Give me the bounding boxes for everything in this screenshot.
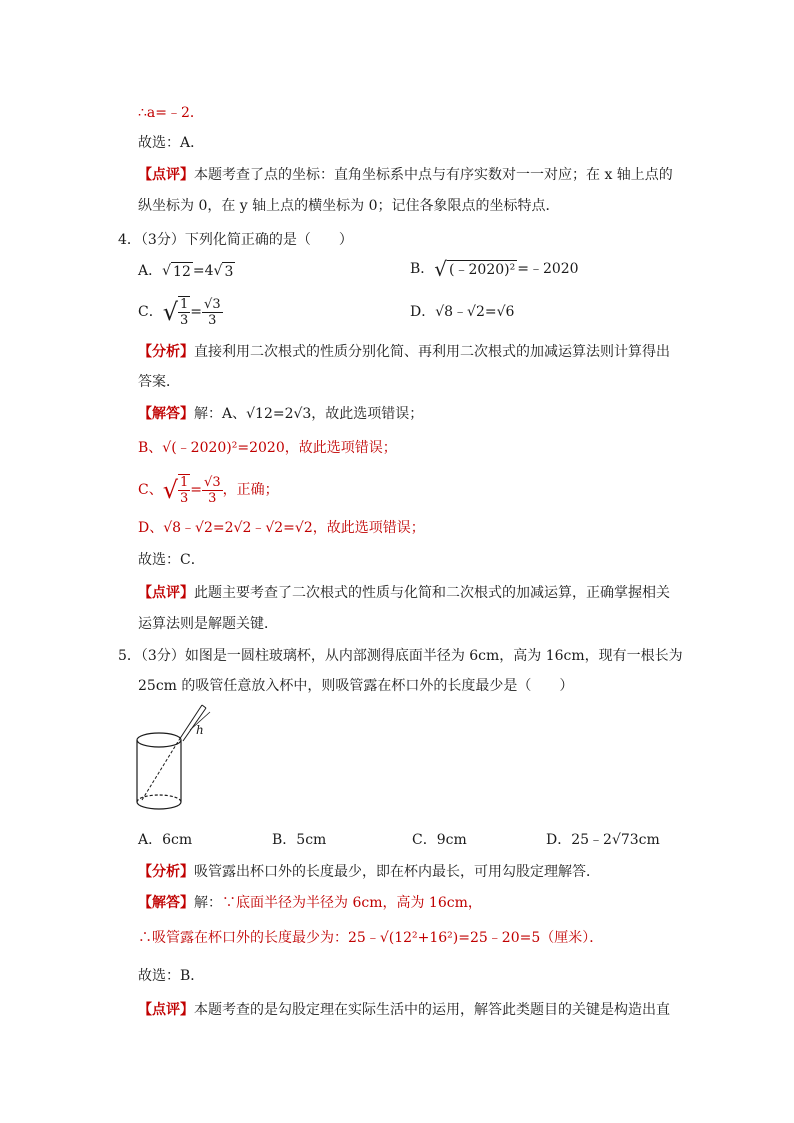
result-line: ∴a=﹣2． (138, 105, 204, 121)
q4-analysis-line2: 答案． (138, 374, 180, 390)
q4-answer-b: B、√(﹣2020)²=2020，故此选项错误； (138, 440, 397, 456)
q4-stem: 4．（3分）下列化简正确的是（ ） (118, 232, 353, 248)
answer-tag: 【解答】 (138, 406, 194, 422)
answer-text: 解：A、√12=2√3，故此选项错误； (194, 406, 424, 422)
radical: √ $\frac{1}{3}$ (162, 297, 189, 328)
q3-comment-line1 (138, 165, 673, 185)
cylinder-figure (130, 700, 220, 820)
answer-text: ∵底面半径为半径为 6cm，高为 16cm， (222, 895, 482, 911)
q5-option-b: B．5cm (272, 832, 327, 848)
option-text: =﹣2020 (517, 261, 579, 277)
comment-text: 本题考查的是勾股定理在实际生活中的运用，解答此类题目的关键是构造出直 (194, 1002, 670, 1018)
q3-choice: 故选：A． (138, 135, 205, 151)
q5-stem-line1: 5．（3分）如图是一圆柱玻璃杯，从内部测得底面半径为 6cm，高为 16cm，现有一根长为 (118, 648, 683, 664)
q4-answer-c: C、√ $\frac{1}{3}$ = $\frac{√3}{3}$ ，正确； (138, 474, 279, 506)
option-label: B． (410, 261, 435, 277)
q4-analysis-line1 (138, 342, 670, 362)
q5-answer-a (138, 893, 482, 913)
q5-comment-line1 (138, 1000, 670, 1020)
q4-answer-d: D、√8﹣√2=2√2﹣√2=√2，故此选项错误； (138, 520, 425, 536)
q4-comment-line1 (138, 583, 670, 603)
comment-text: 本题考查了点的坐标：直角坐标系中点与有序实数对一一对应；在 x 轴上点的 (194, 167, 673, 183)
comment-tag: 【点评】 (138, 585, 194, 601)
radical: √ 12 (162, 263, 191, 280)
q5-answer-b: ∴吸管露在杯口外的长度最少为：25﹣√(12²+16²)=25﹣20=5（厘米）． (138, 930, 604, 946)
option-label: A． (138, 263, 163, 279)
q4-option-b (410, 259, 579, 279)
comment-tag: 【点评】 (138, 167, 194, 183)
analysis-text: 吸管露出杯口外的长度最少，即在杯内最长，可用勾股定理解答． (194, 864, 600, 880)
q5-choice: 故选：B． (138, 968, 205, 984)
q4-option-d (410, 302, 514, 322)
q4-choice: 故选：C． (138, 552, 205, 568)
straw-inside (142, 740, 179, 800)
figure-label-h: h (196, 723, 204, 737)
option-label: D． (410, 304, 436, 320)
q4-option-a (138, 261, 235, 281)
analysis-tag: 【分析】 (138, 344, 194, 360)
q5-analysis (138, 862, 600, 882)
q5-option-d: D．25﹣2√73cm (546, 832, 660, 848)
q5-option-c: C．9cm (412, 832, 467, 848)
radical: √ (﹣2020)² (434, 257, 516, 281)
option-text: =4 (192, 263, 214, 279)
q5-stem-line2: 25cm 的吸管任意放入杯中，则吸管露在杯口外的长度最少是（ ） (138, 678, 574, 694)
q4-comment-line2: 运算法则是解题关键． (138, 616, 278, 632)
analysis-tag: 【分析】 (138, 864, 194, 880)
answer-tag: 【解答】 (138, 895, 194, 911)
option-text: √8﹣√2=√6 (435, 304, 515, 320)
option-label: C． (138, 304, 163, 320)
answer-text: ，正确； (222, 482, 279, 498)
analysis-text: 直接利用二次根式的性质分别化简、再利用二次根式的加减运算法则计算得出 (194, 344, 670, 360)
q4-answer-a (138, 404, 423, 424)
equals: = (190, 304, 203, 320)
comment-text: 此题主要考查了二次根式的性质与化简和二次根式的加减运算，正确掌握相关 (194, 585, 670, 601)
comment-tag: 【点评】 (138, 1002, 194, 1018)
answer-text: 解： (194, 895, 222, 911)
equals: = (190, 482, 203, 498)
q5-option-a: A．6cm (138, 832, 193, 848)
q4-option-c: C．√ $\frac{1}{3}$ = $\frac{√3}{3}$ (138, 296, 221, 328)
radical: √ $\frac{1}{3}$ (162, 475, 189, 506)
q3-comment-line2: 纵坐标为 0，在 y 轴上点的横坐标为 0；记住各象限点的坐标特点． (138, 198, 560, 214)
answer-text: C、 (138, 482, 163, 498)
radical: √ 3 (213, 263, 234, 280)
